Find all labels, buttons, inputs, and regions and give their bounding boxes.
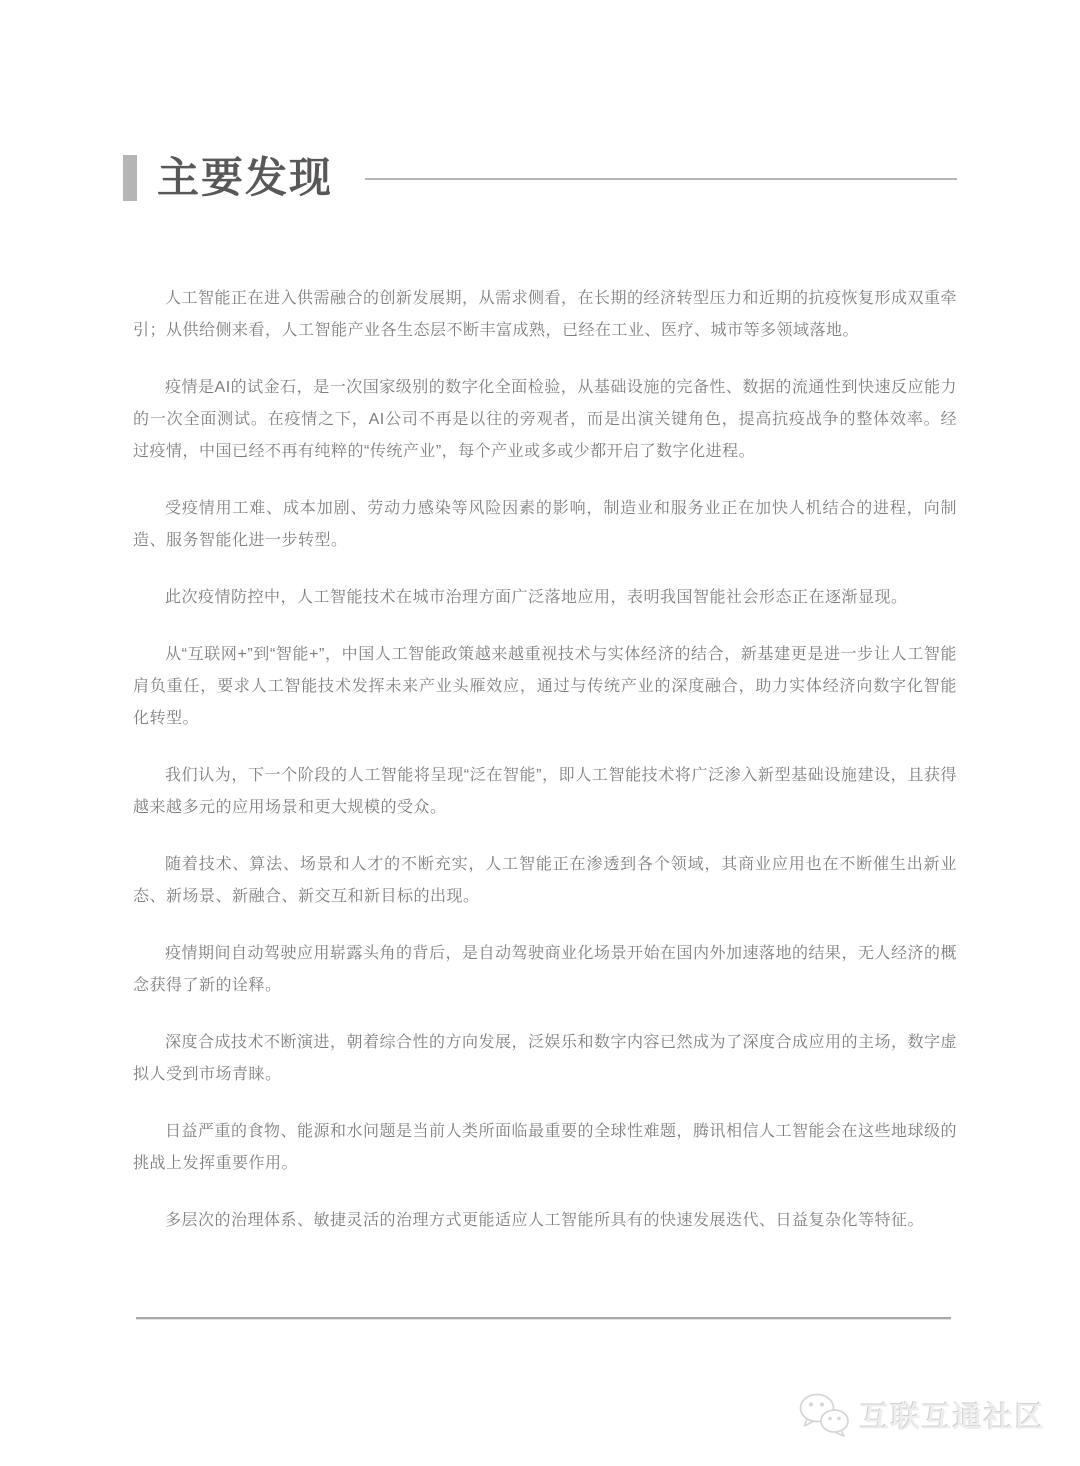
- page-title: 主要发现: [157, 154, 334, 201]
- brand-name: 互联互通社区: [859, 1401, 1046, 1434]
- finding-paragraph: 深度合成技术不断演进，朝着综合性的方向发展，泛娱乐和数字内容已然成为了深度合成应用的主场，数字虚拟人受到市场青睐。: [133, 1034, 958, 1083]
- finding-paragraph: 此次疫情防控中，人工智能技术在城市治理方面广泛落地应用，表明我国智能社会形态正在逐渐显现。: [165, 589, 908, 606]
- finding-paragraph: 疫情期间自动驾驶应用崭露头角的背后，是自动驾驶商业化场景开始在国内外加速落地的结果，无人经济的概念获得了新的诠释。: [133, 945, 958, 994]
- wechat-icon: [796, 1392, 852, 1438]
- title-rule: [365, 178, 957, 180]
- finding-paragraph: 从“互联网+”到“智能+”，中国人工智能政策越来越重视技术与实体经济的结合，新基建更是进一步让人工智能肩负重任，要求人工智能技术发挥未来产业头雁效应，通过与传统产业的深度融合，助力实体经济向数字化智能化转型。: [133, 646, 957, 727]
- finding-paragraph: 我们认为，下一个阶段的人工智能将呈现“泛在智能”，即人工智能技术将广泛渗入新型基础设施建设，且获得越来越多元的应用场景和更大规模的受众。: [133, 767, 957, 816]
- finding-paragraph: 多层次的治理体系、敏捷灵活的治理方式更能适应人工智能所具有的快速发展迭代、日益复杂化等特征。: [165, 1212, 925, 1229]
- section-header: [123, 152, 957, 204]
- footer-watermark: [796, 1392, 1046, 1438]
- findings-list: [133, 283, 957, 1262]
- footer-divider: [136, 1317, 951, 1319]
- title-accent-bar: [123, 155, 137, 201]
- finding-paragraph: 人工智能正在进入供需融合的创新发展期，从需求侧看，在长期的经济转型压力和近期的抗疫恢复形成双重牵引；从供给侧来看，人工智能产业各生态层不断丰富成熟，已经在工业、医疗、城市等多领域落地。: [133, 290, 958, 339]
- finding-paragraph: 日益严重的食物、能源和水问题是当前人类所面临最重要的全球性难题，腾讯相信人工智能会在这些地球级的挑战上发挥重要作用。: [133, 1123, 958, 1172]
- finding-paragraph: 受疫情用工难、成本加剧、劳动力感染等风险因素的影响，制造业和服务业正在加快人机结合的进程，向制造、服务智能化进一步转型。: [133, 500, 957, 549]
- finding-paragraph: 随着技术、算法、场景和人才的不断充实，人工智能正在渗透到各个领域，其商业应用也在不断催生出新业态、新场景、新融合、新交互和新目标的出现。: [133, 856, 957, 905]
- finding-paragraph: 疫情是AI的试金石，是一次国家级别的数字化全面检验，从基础设施的完备性、数据的流通性到快速反应能力的一次全面测试。在疫情之下，AI公司不再是以往的旁观者，而是出演关键角色，提高抗疫战争的整体效率。经过疫情，中国已经不再有纯粹的“传统产业”，每个产业或多或少都开启了数字化进程。: [133, 379, 957, 460]
